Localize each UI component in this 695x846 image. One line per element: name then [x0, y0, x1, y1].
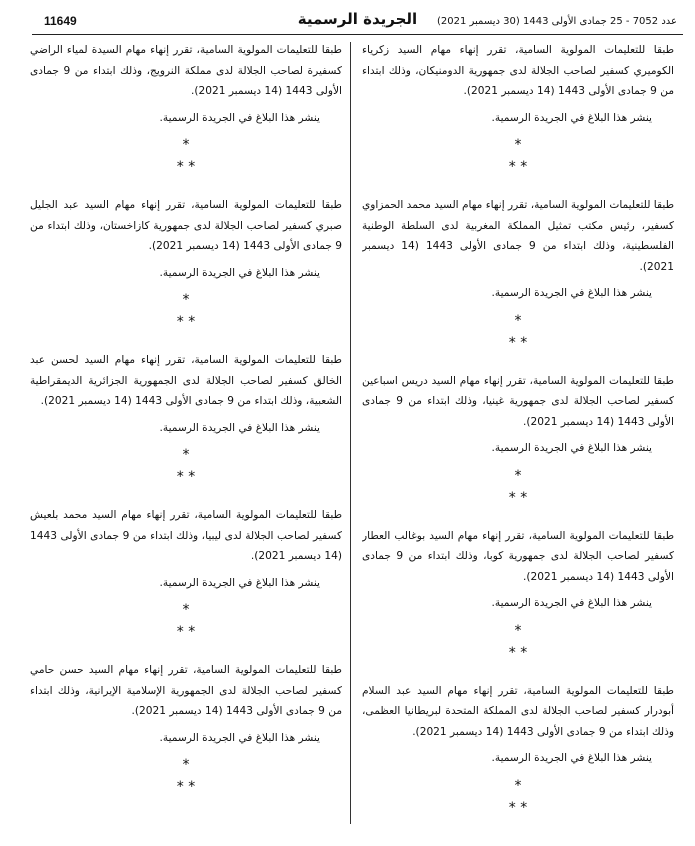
separator-star-bottom: * * — [508, 489, 528, 506]
announcement — [30, 505, 342, 644]
separator-stars — [362, 776, 674, 820]
announcement-body: طبقا للتعليمات المولوية السامية، تقرر إنهاء مهام السيد عبد الجليل صبري كسفير لصاحب الجلالة لدى جمهورية كازاخستان، وذلك ابتداء من 9 جمادى الأولى 1443 (14 ديسمبر 2021). — [30, 199, 342, 252]
announcement — [362, 526, 674, 665]
separator-stars — [30, 290, 342, 334]
announcement-body: طبقا للتعليمات المولوية السامية، تقرر إنهاء مهام السيد عبد السلام أبودرار كسفير لصاحب الجلالة لدى المملكة المتحدة لبريطانيا العظمى، وذلك ابتداء من 9 جمادى الأولى 1443 (14 ديسمبر 2021). — [362, 684, 674, 738]
separator-stars — [362, 621, 674, 665]
publish-note: ينشر هذا البلاغ في الجريدة الرسمية. — [491, 597, 652, 609]
separator-star-top: * — [514, 777, 522, 794]
header-rule — [32, 34, 683, 35]
publish-note: ينشر هذا البلاغ في الجريدة الرسمية. — [159, 421, 320, 434]
page-number: 11649 — [44, 14, 77, 28]
separator-star-top: * — [182, 447, 190, 463]
separator-stars — [362, 466, 674, 510]
announcement — [30, 660, 342, 799]
publish-note: ينشر هذا البلاغ في الجريدة الرسمية. — [159, 111, 320, 124]
announcement-body: طبقا للتعليمات المولوية السامية، تقرر إنهاء مهام السيد محمد بلعيش كسفير لصاحب الجلالة لدى ليبيا، وذلك ابتداء من 9 جمادى الأولى 1443 (14 ديسمبر 2021). — [30, 509, 342, 562]
announcement-body: طبقا للتعليمات المولوية السامية، تقرر إنهاء مهام السيد لحسن عبد الخالق كسفير لصاحب الجلالة لدى الجمهورية الجزائرية الديمقراطية الشعبية، وذلك ابتداء من 9 جمادى الأولى 1443 (14 ديسمبر 2021). — [30, 354, 342, 407]
announcement — [30, 40, 342, 179]
announcement — [362, 195, 674, 355]
announcement — [362, 371, 674, 510]
separator-stars — [362, 311, 674, 355]
left-column — [30, 40, 342, 840]
separator-star-top: * — [182, 137, 190, 153]
separator-stars — [30, 600, 342, 644]
announcement-body: طبقا للتعليمات المولوية السامية، تقرر إنهاء مهام السيد بوغالب العطار كسفير لصاحب الجلالة لدى جمهورية كوبا، وذلك ابتداء من 9 جمادى الأولى 1443 (14 ديسمبر 2021). — [362, 529, 674, 583]
separator-star-top: * — [182, 292, 190, 308]
separator-star-bottom: * * — [508, 644, 528, 661]
publish-note: ينشر هذا البلاغ في الجريدة الرسمية. — [159, 266, 320, 279]
issue-info: عدد 7052 - 25 جمادى الأولى 1443 (30 ديسمبر 2021) — [436, 16, 677, 27]
separator-star-bottom: * * — [176, 314, 196, 330]
announcement-body: طبقا للتعليمات المولوية السامية، تقرر إنهاء مهام السيد محمد الحمزاوي كسفير، رئيس مكتب تمثيل المملكة المغربية لدى السلطة الوطنية الفلسطينية، وذلك ابتداء من 9 جمادى الأولى 1443 (14 ديسمبر 2021). — [362, 199, 674, 273]
separator-star-bottom: * * — [508, 799, 528, 816]
publish-note: ينشر هذا البلاغ في الجريدة الرسمية. — [159, 731, 320, 744]
separator-star-bottom: * * — [176, 469, 196, 485]
announcement — [362, 681, 674, 820]
publish-note: ينشر هذا البلاغ في الجريدة الرسمية. — [491, 287, 652, 299]
separator-stars — [362, 135, 674, 179]
separator-star-top: * — [514, 137, 522, 153]
separator-star-bottom: * * — [176, 159, 196, 175]
separator-star-top: * — [514, 312, 522, 329]
separator-star-bottom: * * — [176, 624, 196, 640]
separator-star-bottom: * * — [508, 159, 528, 175]
publish-note: ينشر هذا البلاغ في الجريدة الرسمية. — [491, 111, 652, 124]
announcement — [30, 195, 342, 334]
publish-note: ينشر هذا البلاغ في الجريدة الرسمية. — [491, 752, 652, 764]
announcement-body: طبقا للتعليمات المولوية السامية، تقرر إنهاء مهام السيد دريس اسباعين كسفير لصاحب الجلالة لدى جمهورية غينيا، وذلك ابتداء من 9 جمادى الأولى 1443 (14 ديسمبر 2021). — [362, 374, 674, 428]
column-divider — [350, 42, 351, 824]
separator-stars — [30, 135, 342, 179]
separator-stars — [30, 445, 342, 489]
separator-star-top: * — [182, 602, 190, 618]
separator-star-bottom: * * — [176, 779, 196, 795]
announcement-body: طبقا للتعليمات المولوية السامية، تقرر إنهاء مهام السيد زكرياء الكوميري كسفير لصاحب الجلالة لدى جمهورية الدومنيكان، وذلك ابتداء من 9 جمادى الأولى 1443 (14 ديسمبر 2021). — [362, 44, 674, 97]
gazette-title: الجريدة الرسمية — [297, 10, 418, 28]
right-column — [362, 40, 674, 840]
separator-stars — [30, 755, 342, 799]
page-header — [32, 8, 683, 36]
separator-star-top: * — [514, 467, 522, 484]
publish-note: ينشر هذا البلاغ في الجريدة الرسمية. — [491, 442, 652, 454]
separator-star-top: * — [514, 622, 522, 639]
announcement — [362, 40, 674, 179]
publish-note: ينشر هذا البلاغ في الجريدة الرسمية. — [159, 576, 320, 589]
separator-star-bottom: * * — [508, 334, 528, 351]
announcement-body: طبقا للتعليمات المولوية السامية، تقرر إنهاء مهام السيدة لمياء الراضي كسفيرة لصاحب الجلالة لدى مملكة النرويج، وذلك ابتداء من 9 جمادى الأولى 1443 (14 ديسمبر 2021). — [30, 44, 342, 97]
announcement-body: طبقا للتعليمات المولوية السامية، تقرر إنهاء مهام السيد حسن حامي كسفير لصاحب الجلالة لدى الجمهورية الإسلامية الإيرانية، وذلك ابتداء من 9 جمادى الأولى 1443 (14 ديسمبر 2021). — [30, 664, 342, 717]
separator-star-top: * — [182, 757, 190, 773]
announcement — [30, 350, 342, 489]
